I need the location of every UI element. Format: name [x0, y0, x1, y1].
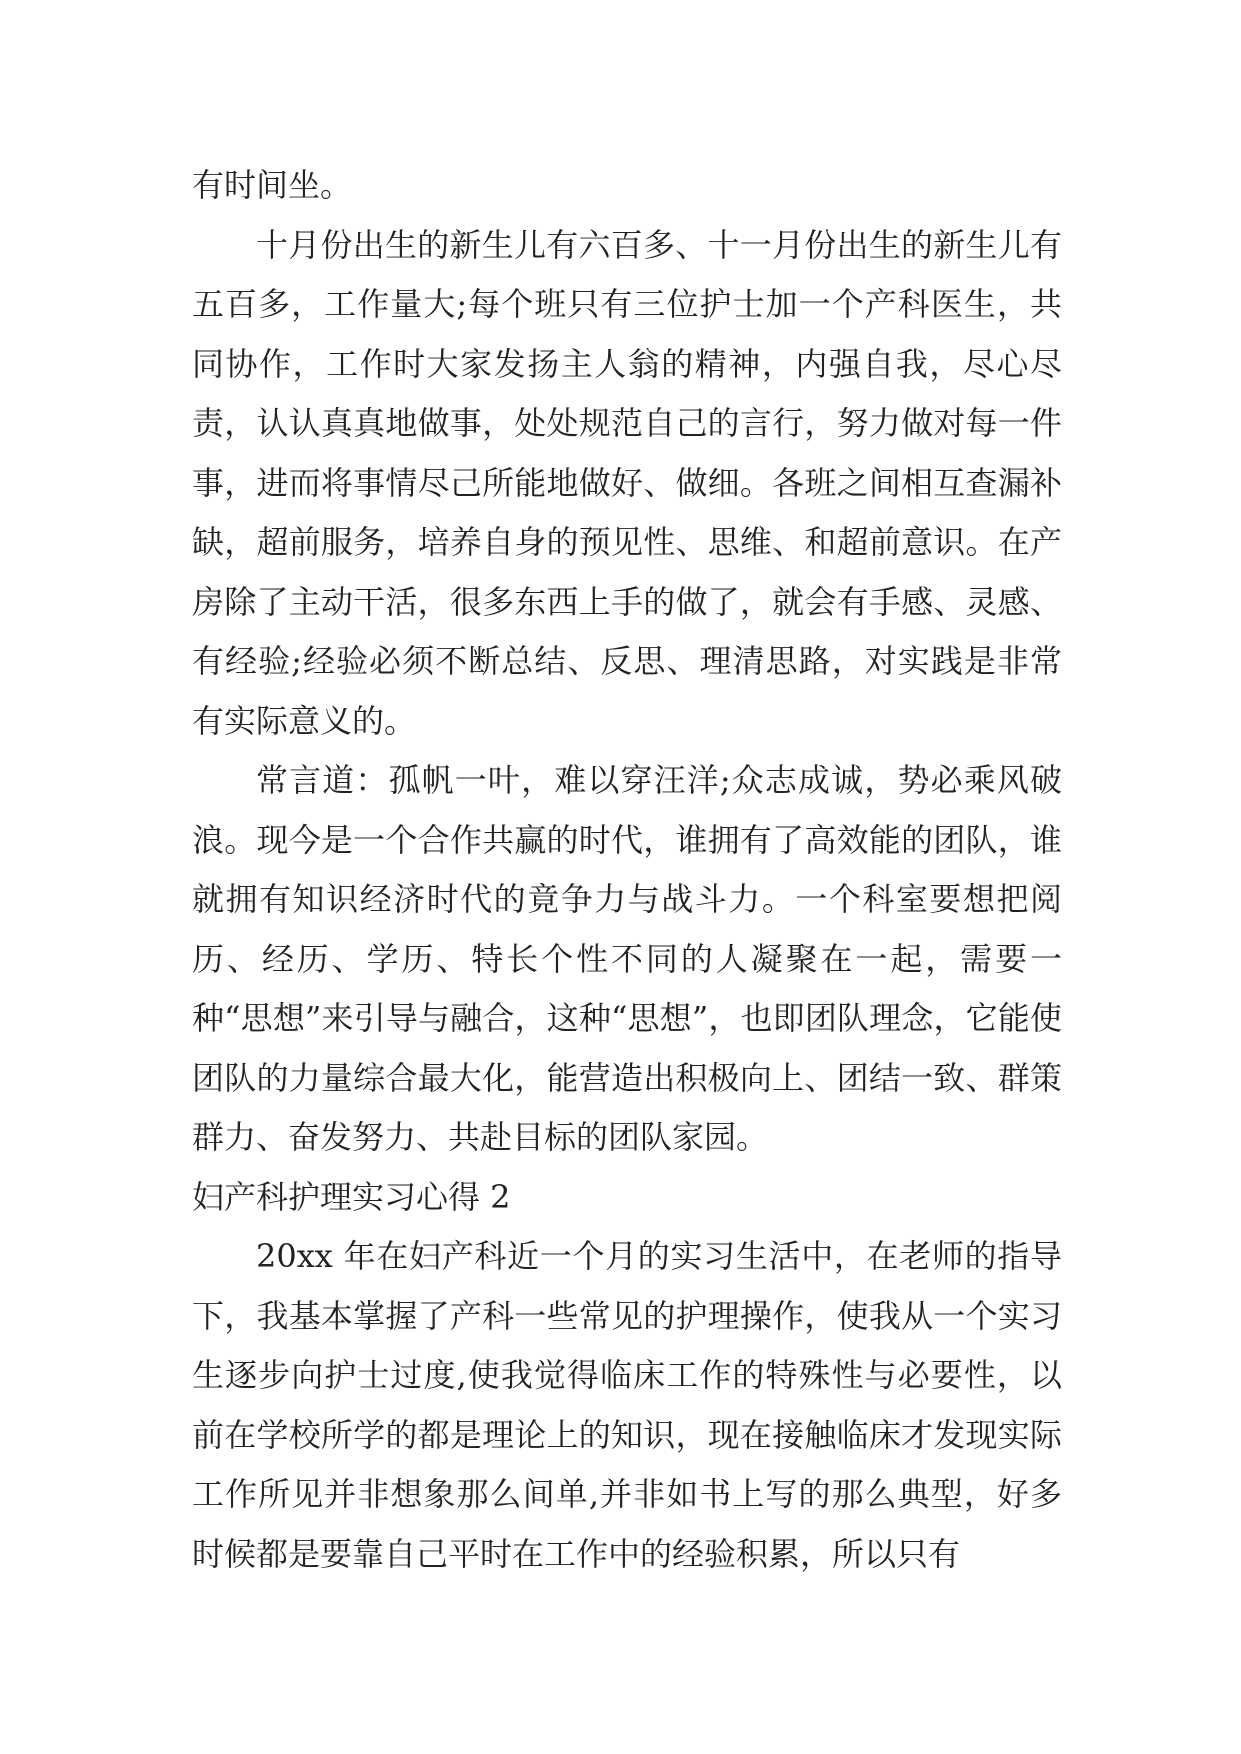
- paragraph-newborn-workload: 十月份出生的新生儿有六百多、十一月份出生的新生儿有五百多，工作量大;每个班只有三位护士加一个产科医生，共同协作，工作时大家发扬主人翁的精神，内强自我，尽心尽责，认认真真地做事，处处规范自己的言行，努力做对每一件事，进而将事情尽己所能地做好、做细。各班之间相互查漏补缺，超前服务，培养自身的预见性、思维、和超前意识。在产房除了主动干活，很多东西上手的做了，就会有手感、灵感、有经验;经验必须不断总结、反思、理清思路，对实践是非常有实际意义的。: [192, 225, 1062, 740]
- document-body: [192, 156, 1062, 1584]
- paragraph-teamwork: 常言道：孤帆一叶，难以穿汪洋;众志成诚，势必乘风破浪。现今是一个合作共赢的时代，谁拥有了高效能的团队，谁就拥有知识经济时代的竟争力与战斗力。一个科室要想把阅历、经历、学历、特长个性不同的人凝聚在一起，需要一种“思想”来引导与融合，这种“思想”，也即团队理念，它能使团队的力量综合最大化，能营造出积极向上、团结一致、群策群力、奋发努力、共赴目标的团队家园。: [192, 761, 1062, 1156]
- section-title: 妇产科护理实习心得 2: [192, 1177, 511, 1216]
- paragraph-internship: 20xx 年在妇产科近一个月的实习生活中，在老师的指导下，我基本掌握了产科一些常见的护理操作，使我从一个实习生逐步向护士过度,使我觉得临床工作的特殊性与必要性，以前在学校所学的都是理论上的知识，现在接触临床才发现实际工作所见并非想象那么间单,并非如书上写的那么典型，好多时候都是要靠自己平时在工作中的经验积累，所以只有: [192, 1237, 1062, 1573]
- continuation-paragraph: 有时间坐。: [192, 166, 353, 204]
